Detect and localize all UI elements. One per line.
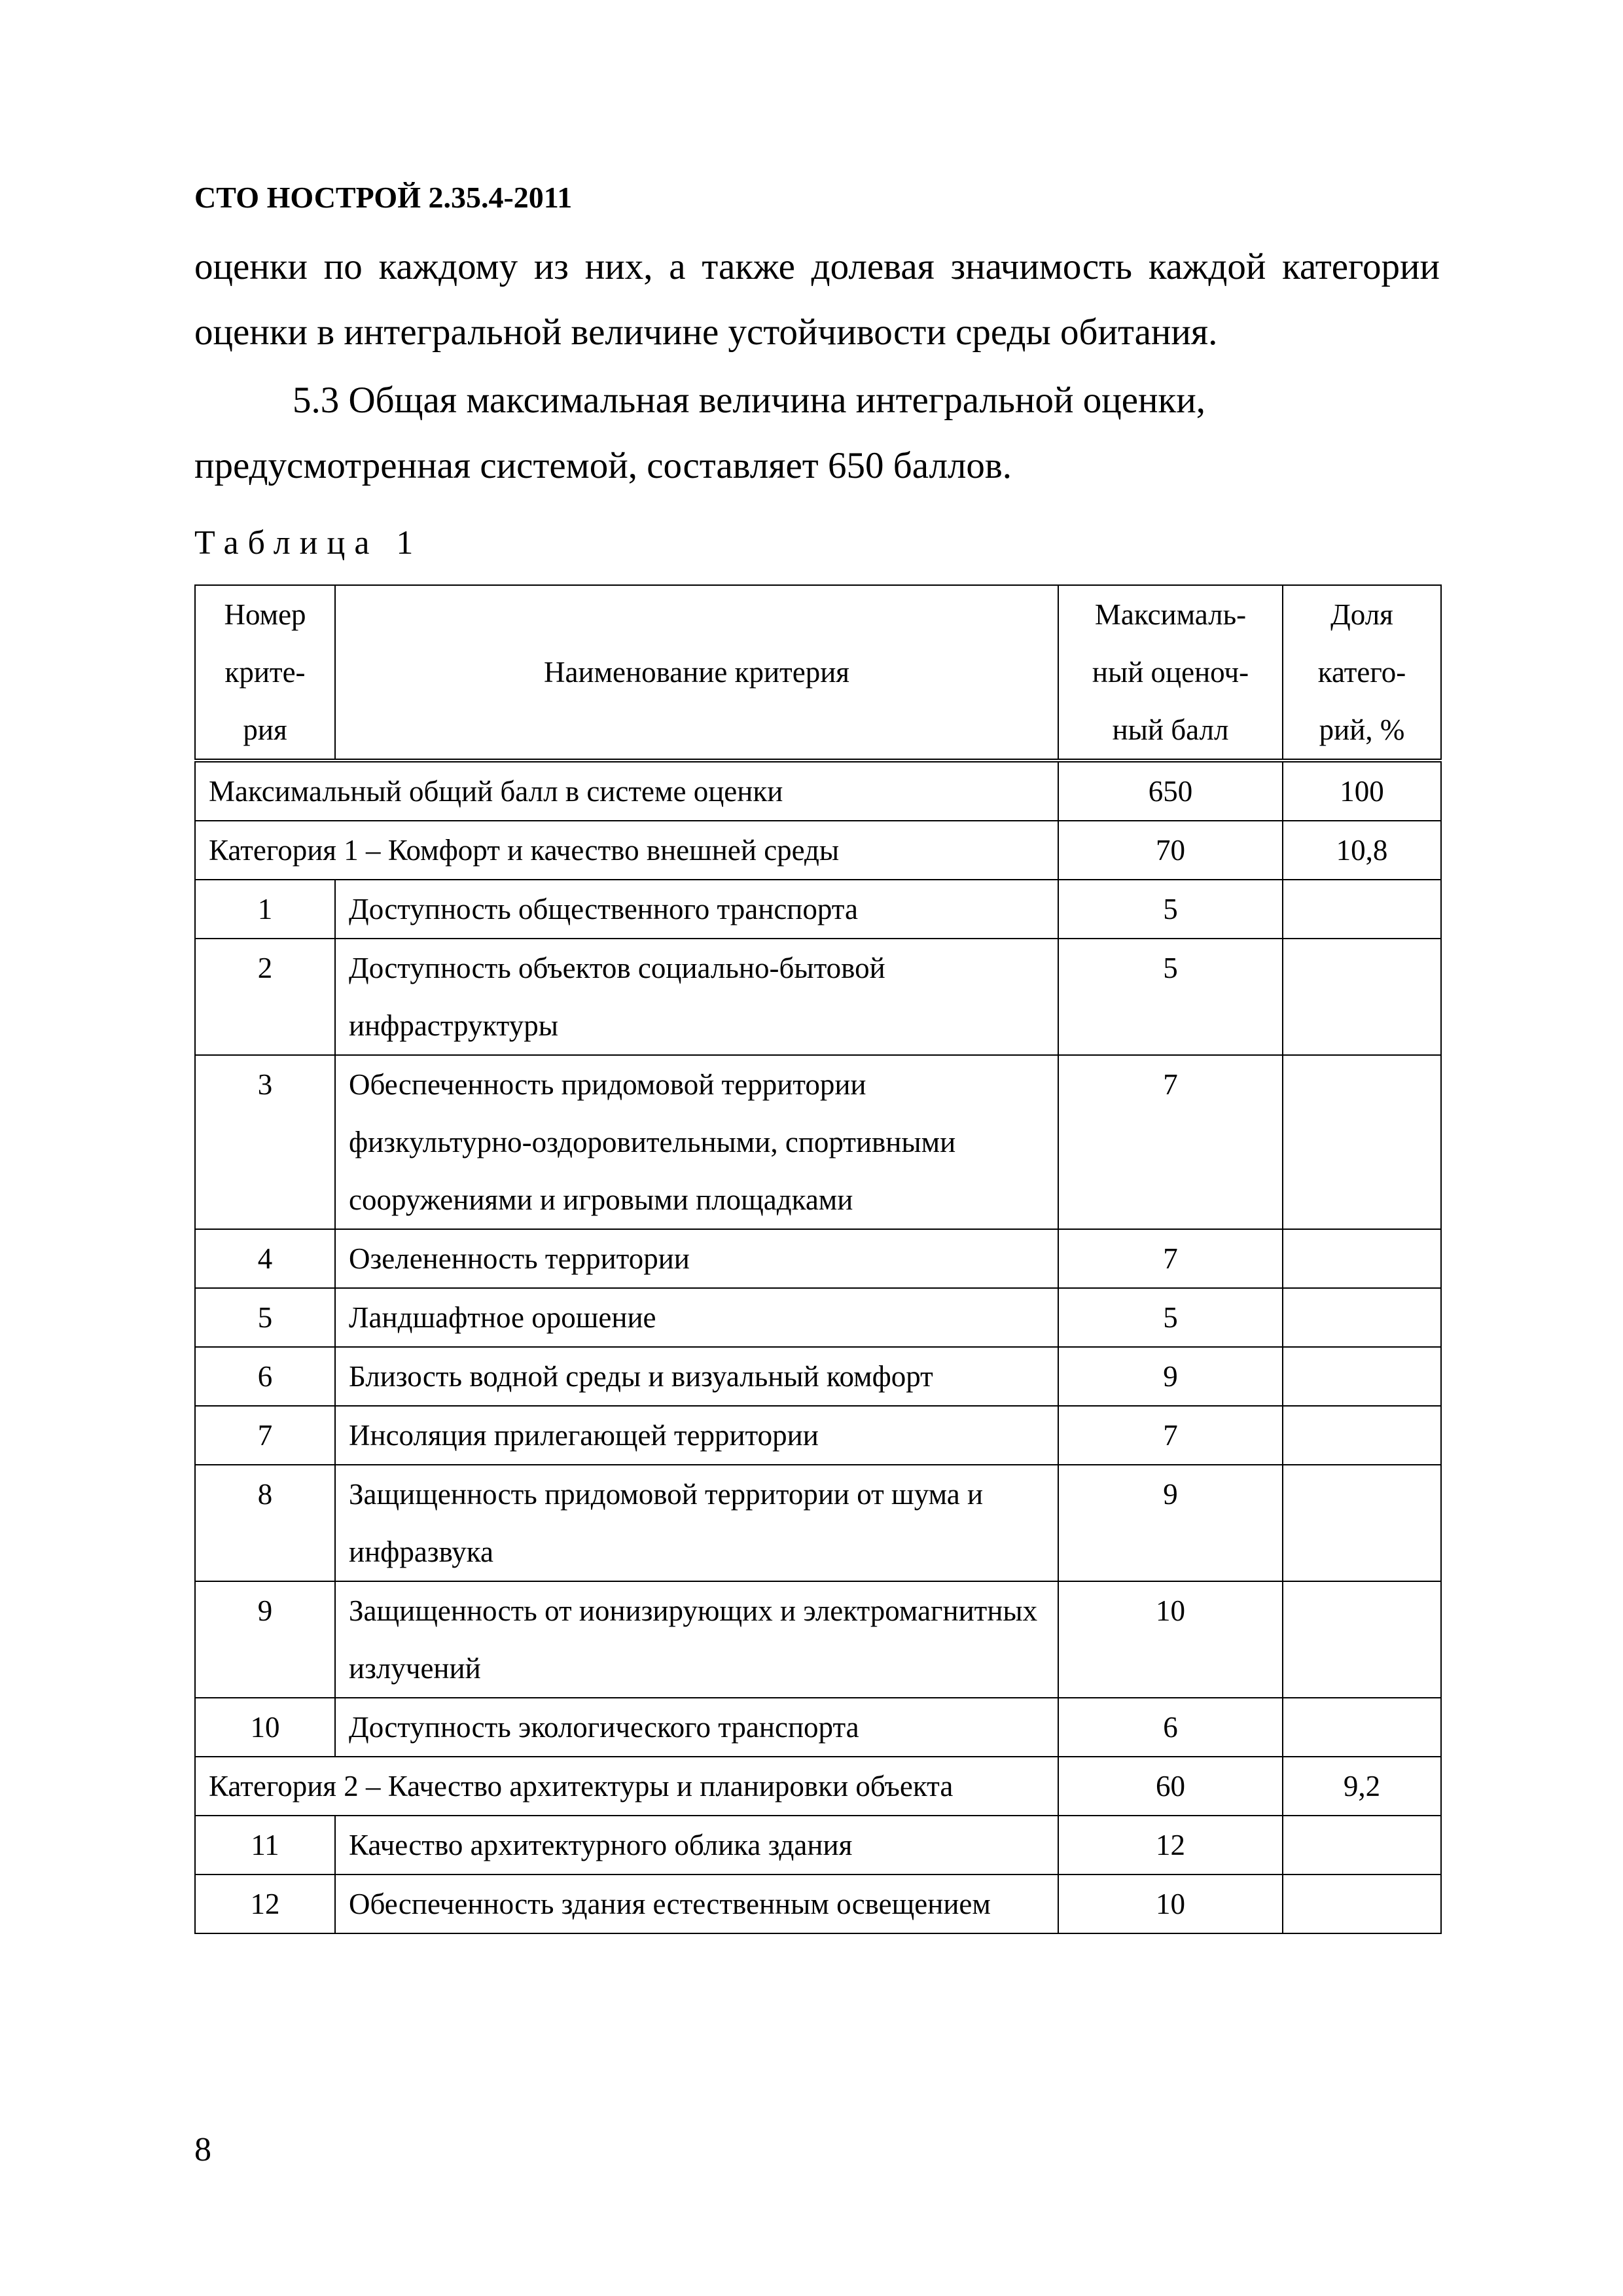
table-row	[195, 1698, 1441, 1757]
category-share-cell	[1283, 1288, 1441, 1347]
criterion-name-cell: Качество архитектурного облика здания	[335, 1816, 1058, 1874]
criterion-number-cell: 10	[195, 1698, 335, 1757]
category-share-cell	[1283, 1055, 1441, 1229]
table-header-row	[195, 585, 1441, 761]
max-points-cell: 12	[1058, 1816, 1283, 1874]
header-share-line: Доля	[1330, 598, 1393, 631]
max-points-cell: 9	[1058, 1347, 1283, 1406]
criteria-table	[194, 584, 1442, 1934]
table-row	[195, 1465, 1441, 1581]
criterion-name-cell: Обеспеченность здания естественным освещением	[335, 1874, 1058, 1933]
category-share-cell	[1283, 1581, 1441, 1698]
table-row	[195, 1406, 1441, 1465]
page-number: 8	[194, 2131, 211, 2168]
category-name-cell: Категория 2 – Качество архитектуры и планировки объекта	[195, 1757, 1058, 1816]
category-share-cell	[1283, 1816, 1441, 1874]
criterion-number-cell: 1	[195, 880, 335, 939]
criterion-name-cell: Доступность объектов социально-бытовой инфраструктуры	[335, 939, 1058, 1055]
category-name-cell: Максимальный общий балл в системе оценки	[195, 761, 1058, 821]
category-share-cell	[1283, 1347, 1441, 1406]
max-points-cell: 9	[1058, 1465, 1283, 1581]
table-row	[195, 1055, 1441, 1229]
criterion-number-cell: 8	[195, 1465, 335, 1581]
category-share-cell	[1283, 1406, 1441, 1465]
category-share-cell	[1283, 1229, 1441, 1288]
criterion-name-cell: Озелененность территории	[335, 1229, 1058, 1288]
criterion-number-cell: 7	[195, 1406, 335, 1465]
criterion-number-cell: 5	[195, 1288, 335, 1347]
category-share-cell	[1283, 1465, 1441, 1581]
max-points-cell: 60	[1058, 1757, 1283, 1816]
document-code-header: СТО НОСТРОЙ 2.35.4-2011	[194, 181, 573, 214]
category-share-cell: 100	[1283, 761, 1441, 821]
max-points-cell: 70	[1058, 821, 1283, 880]
table-caption: Таблица 1	[194, 524, 423, 562]
max-points-cell: 7	[1058, 1055, 1283, 1229]
header-share	[1283, 585, 1441, 761]
criterion-number-cell: 2	[195, 939, 335, 1055]
max-points-cell: 5	[1058, 880, 1283, 939]
header-share-line: катего-	[1317, 656, 1406, 689]
category-share-cell	[1283, 1874, 1441, 1933]
criterion-number-cell: 4	[195, 1229, 335, 1288]
header-number-line: Номер	[224, 598, 306, 631]
header-share-line: рий, %	[1319, 713, 1405, 746]
category-share-cell: 10,8	[1283, 821, 1441, 880]
table-row	[195, 1816, 1441, 1874]
table-row	[195, 1229, 1441, 1288]
header-points	[1058, 585, 1283, 761]
header-points-line: ный балл	[1112, 713, 1229, 746]
criterion-name-cell: Близость водной среды и визуальный комфорт	[335, 1347, 1058, 1406]
header-points-line: Максималь-	[1094, 598, 1247, 631]
table-row	[195, 1347, 1441, 1406]
max-points-cell: 10	[1058, 1874, 1283, 1933]
header-name: Наименование критерия	[335, 585, 1058, 761]
table-row	[195, 880, 1441, 939]
category-share-cell: 9,2	[1283, 1757, 1441, 1816]
header-number-line: рия	[243, 713, 287, 746]
criterion-name-cell: Инсоляция прилегающей территории	[335, 1406, 1058, 1465]
criterion-number-cell: 9	[195, 1581, 335, 1698]
paragraph-5-3-text: 5.3 Общая максимальная величина интегральной оценки, предусмотренная системой, составляет 650 баллов.	[194, 380, 1205, 486]
criterion-number-cell: 3	[195, 1055, 335, 1229]
criterion-number-cell: 12	[195, 1874, 335, 1933]
category-share-cell	[1283, 880, 1441, 939]
max-points-cell: 7	[1058, 1229, 1283, 1288]
table-row	[195, 939, 1441, 1055]
paragraph-5-3	[194, 368, 1440, 499]
table-body	[195, 761, 1441, 1933]
table-category-row	[195, 1757, 1441, 1816]
max-points-cell: 5	[1058, 939, 1283, 1055]
table-category-row	[195, 821, 1441, 880]
paragraph-continuation: оценки по каждому из них, а также долевая значимость каждой категории оценки в интегральной величине устойчивости среды обитания.	[194, 246, 1440, 353]
category-share-cell	[1283, 939, 1441, 1055]
criterion-number-cell: 6	[195, 1347, 335, 1406]
max-points-cell: 5	[1058, 1288, 1283, 1347]
table-row	[195, 1874, 1441, 1933]
criterion-name-cell: Защищенность от ионизирующих и электромагнитных излучений	[335, 1581, 1058, 1698]
criterion-name-cell: Ландшафтное орошение	[335, 1288, 1058, 1347]
header-number-line: крите-	[224, 656, 306, 689]
criterion-name-cell: Обеспеченность придомовой территории физкультурно-оздоровительными, спортивными сооружениями и игровыми площадками	[335, 1055, 1058, 1229]
header-number	[195, 585, 335, 761]
table-row	[195, 1581, 1441, 1698]
max-points-cell: 6	[1058, 1698, 1283, 1757]
max-points-cell: 650	[1058, 761, 1283, 821]
criterion-name-cell: Доступность экологического транспорта	[335, 1698, 1058, 1757]
table-category-row	[195, 761, 1441, 821]
max-points-cell: 10	[1058, 1581, 1283, 1698]
category-name-cell: Категория 1 – Комфорт и качество внешней среды	[195, 821, 1058, 880]
table-row	[195, 1288, 1441, 1347]
header-points-line: ный оценоч-	[1092, 656, 1249, 689]
criterion-name-cell: Доступность общественного транспорта	[335, 880, 1058, 939]
max-points-cell: 7	[1058, 1406, 1283, 1465]
criterion-number-cell: 11	[195, 1816, 335, 1874]
category-share-cell	[1283, 1698, 1441, 1757]
criterion-name-cell: Защищенность придомовой территории от шума и инфразвука	[335, 1465, 1058, 1581]
